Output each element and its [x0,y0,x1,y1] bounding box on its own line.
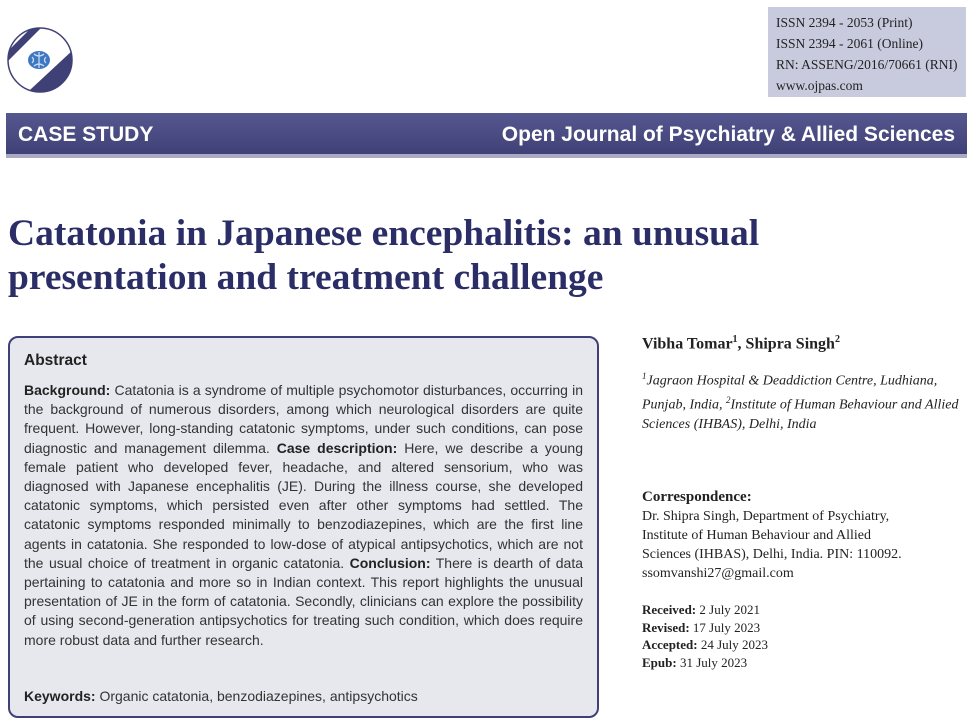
author-name: Shipra Singh [745,335,835,353]
date-received [642,601,962,619]
abstract-heading: Abstract [24,352,87,369]
article-dates [642,601,962,671]
journal-banner [6,113,967,158]
keywords [24,688,418,704]
abstract-box [8,336,599,718]
date-label: Revised: [642,619,690,635]
author-affiliation-mark: 1 [732,334,738,345]
author-name: Vibha Tomar [642,335,733,353]
correspondence-line: Dr. Shipra Singh, Department of Psychiatry, [642,509,890,524]
affiliations [642,367,962,435]
affiliation-mark: 1 [642,371,647,381]
correspondence [642,488,962,583]
background-text: Catatonia is a syndrome of multiple psychomotor disturbances, occurring in the background of numerous disorders, among which neurological disorders are quite frequent. However, long-standing catatonic symptoms, under such conditions, can pose diagnostic and management dilemma. [24,382,583,456]
date-value: 31 July 2023 [676,654,748,670]
date-label: Received: [642,602,697,617]
affiliation-text: Institute of Human Behaviour and Allied Sciences (IHBAS), Delhi, India [642,397,959,433]
section-label: CASE STUDY [18,123,154,146]
date-revised [642,619,962,637]
correspondence-line: Institute of Human Behaviour and Allied [642,528,872,543]
date-accepted [642,636,962,654]
date-epub [642,654,962,672]
author-separator: , [737,335,746,353]
date-value: 24 July 2023 [697,637,769,652]
keywords-label: Keywords: [24,688,96,704]
case-description-label: Case description: [276,439,398,456]
journal-logo-brain-icon [7,27,73,93]
abstract-body [24,381,583,650]
author-list [642,334,962,353]
issn-info-box [768,7,966,97]
issn-print: ISSN 2394 - 2053 (Print) [776,15,913,30]
journal-name: Open Journal of Psychiatry & Allied Sciences [501,123,955,146]
journal-website: www.ojpas.com [776,78,863,93]
date-value: 17 July 2023 [689,619,761,635]
correspondence-line: Sciences (IHBAS), Delhi, India. PIN: 110092. [642,547,902,562]
date-label: Accepted: [642,637,698,652]
keywords-text: Organic catatonia, benzodiazepines, antipsychotics [95,688,418,704]
date-value: 2 July 2021 [696,602,761,617]
affiliation-text: Jagraon Hospital & Deaddiction Centre, Ludhiana, Punjab, India, [642,373,938,413]
article-title: Catatonia in Japanese encephalitis: an unusual presentation and treatment challenge [8,213,760,298]
affiliation-mark: 2 [726,395,731,406]
author-affiliation-mark: 2 [834,334,840,345]
conclusion-text: There is dearth of data pertaining to catatonia and more so in Indian context. This report highlights the unusual presentation of JE in the form of catatonia. Secondly, clinicians can explore the possibility of using second-generation antipsychotics for treating such condition, which does require more robust data and further research. [24,554,583,648]
background-label: Background: [24,382,111,398]
date-label: Epub: [642,654,677,670]
case-description-text: Here, we describe a young female patient who developed fever, headache, and altered sensorium, who was diagnosed with Japanese encephalitis (JE). During the illness course, she developed catatonic symptoms, which persisted even after other symptoms had settled. The catatonic symptoms responded minimally to benzodiazepines, which are the first line agents in catatonia. She responded to low-dose of atypical antipsychotics, which are not the usual choice of treatment in organic catatonia. [24,439,583,571]
issn-online: ISSN 2394 - 2061 (Online) [776,36,923,51]
correspondence-label: Correspondence: [642,489,752,505]
correspondence-email[interactable]: ssomvanshi27@gmail.com [642,566,794,581]
conclusion-label: Conclusion: [349,554,431,571]
rni-number: RN: ASSENG/2016/70661 (RNI) [776,57,958,72]
